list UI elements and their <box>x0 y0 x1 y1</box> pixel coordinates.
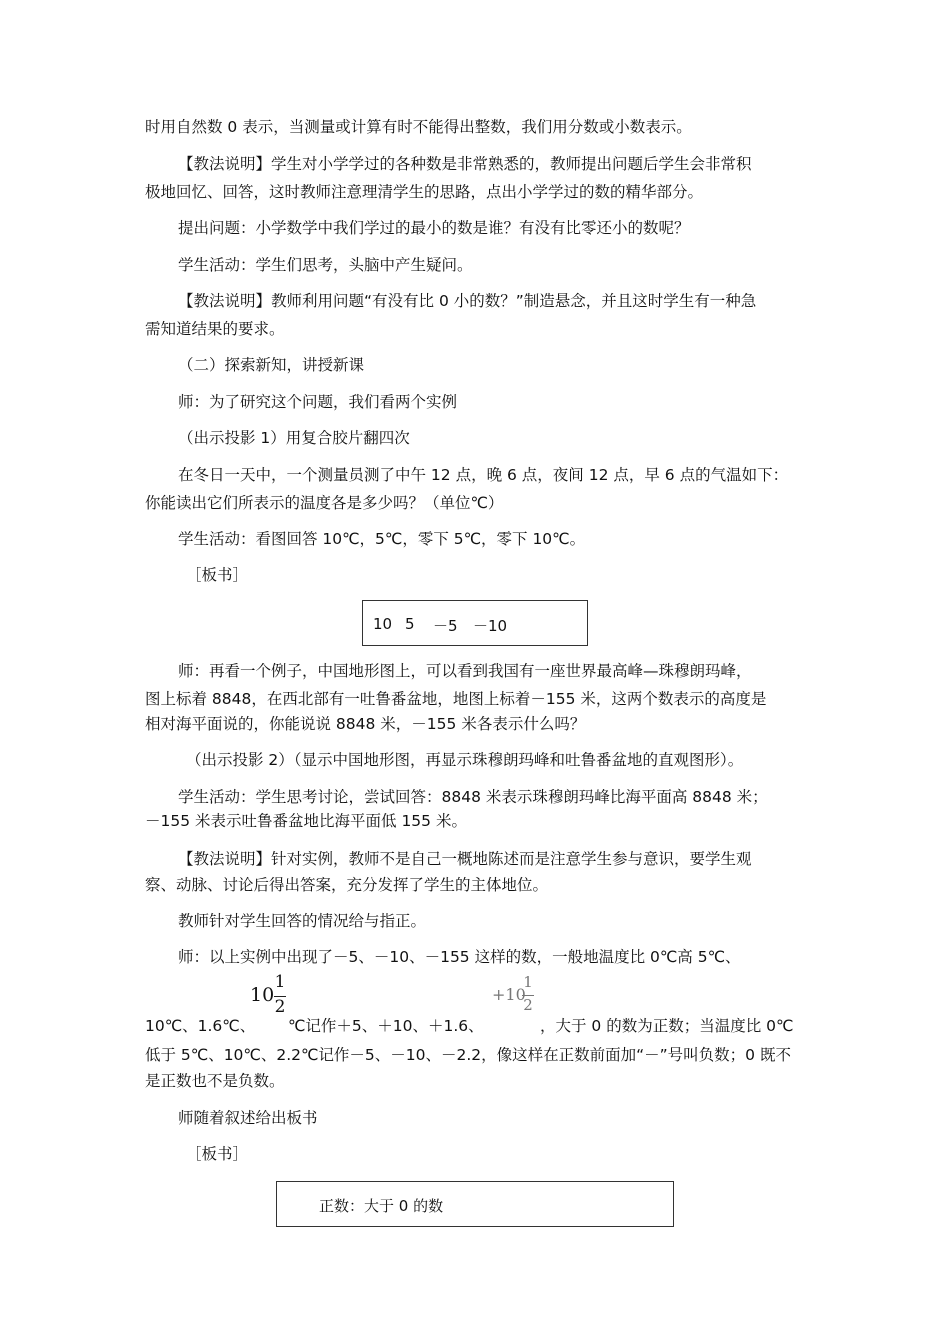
paragraph-line: －155 米表示吐鲁番盆地比海平面低 155 米。 <box>145 812 467 830</box>
section-heading: （二）探索新知，讲授新课 <box>178 356 365 374</box>
paragraph-line: 师：以上实例中出现了－5、－10、－155 这样的数，一般地温度比 0℃高 5℃、 <box>178 948 741 966</box>
mixed-fraction <box>492 973 542 1019</box>
paragraph-line: （出示投影 2）（显示中国地形图，再显示珠穆朗玛峰和吐鲁番盆地的直观图形）。 <box>186 751 744 769</box>
fraction-whole: 10 <box>250 984 275 1006</box>
paragraph-line: ，大于 0 的数为正数；当温度比 0℃ <box>540 1017 794 1035</box>
paragraph-line: 提出问题：小学数学中我们学过的最小的数是谁？有没有比零还小的数呢？ <box>178 219 690 237</box>
paragraph-line: 时用自然数 0 表示，当测量或计算有时不能得出整数，我们用分数或小数表示。 <box>145 118 692 136</box>
paragraph-line: 相对海平面说的，你能说说 8848 米，－155 米各表示什么吗？ <box>145 715 586 733</box>
paragraph-line: 学生活动：看图回答 10℃，5℃，零下 5℃，零下 10℃。 <box>178 530 586 548</box>
fraction-denominator: 2 <box>274 997 286 1017</box>
paragraph-line: （出示投影 1）用复合胶片翻四次 <box>178 429 410 447</box>
paragraph-line: 【教法说明】教师利用问题“有没有比 0 小的数？”制造悬念，并且这时学生有一种急 <box>178 292 757 310</box>
paragraph-line: 师随着叙述给出板书 <box>178 1109 318 1127</box>
board-value: 10 <box>373 615 393 633</box>
paragraph-line: 【教法说明】学生对小学学过的各种数是非常熟悉的，教师提出问题后学生会非常积 <box>178 155 752 173</box>
fraction-numerator: 1 <box>523 973 533 991</box>
paragraph-line: ℃记作＋5、＋10、＋1.6、 <box>288 1017 484 1035</box>
board-box-numbers <box>362 600 588 646</box>
board-value: 5 <box>405 615 415 633</box>
paragraph-line: 【教法说明】针对实例，教师不是自己一概地陈述而是注意学生参与意识，要学生观 <box>178 850 752 868</box>
paragraph-line: 教师针对学生回答的情况给与指正。 <box>178 912 427 930</box>
paragraph-line: 你能读出它们所表示的温度各是多少吗？（单位℃） <box>145 494 504 512</box>
paragraph-line: 师：为了研究这个问题，我们看两个实例 <box>178 393 458 411</box>
paragraph-line: 是正数也不是负数。 <box>145 1072 285 1090</box>
board-text: 正数：大于 0 的数 <box>319 1197 444 1215</box>
paragraph-line: 需知道结果的要求。 <box>145 320 285 338</box>
board-value: －5 <box>433 617 458 635</box>
paragraph-line: 10℃、1.6℃、 <box>145 1017 256 1035</box>
paragraph-line: 低于 5℃、10℃、2.2℃记作－5、－10、－2.2，像这样在正数前面加“－”号叫负数；0 既不 <box>145 1046 791 1064</box>
board-value: －10 <box>473 617 508 635</box>
fraction-denominator: 2 <box>523 996 533 1014</box>
fraction-whole: +10 <box>492 985 526 1004</box>
paragraph-line: 学生活动：学生思考讨论，尝试回答：8848 米表示珠穆朗玛峰比海平面高 8848 米； <box>178 788 768 806</box>
board-box-positive <box>276 1181 674 1227</box>
board-label: ［板书］ <box>186 566 249 584</box>
paragraph-line: 极地回忆、回答，这时教师注意理清学生的思路，点出小学学过的数的精华部分。 <box>145 183 704 201</box>
paragraph-line: 学生活动：学生们思考，头脑中产生疑问。 <box>178 256 473 274</box>
paragraph-line: 图上标着 8848，在西北部有一吐鲁番盆地，地图上标着－155 米，这两个数表示的高度是 <box>145 690 767 708</box>
board-label: ［板书］ <box>186 1145 249 1163</box>
paragraph-line: 师：再看一个例子，中国地形图上，可以看到我国有一座世界最高峰—珠穆朗玛峰， <box>178 662 752 680</box>
paragraph-line: 察、动脉、讨论后得出答案，充分发挥了学生的主体地位。 <box>145 876 549 894</box>
mixed-fraction <box>250 972 290 1020</box>
paragraph-line: 在冬日一天中，一个测量员测了中午 12 点，晚 6 点，夜间 12 点，早 6 点的气温如下： <box>178 466 789 484</box>
fraction-numerator: 1 <box>274 972 286 992</box>
